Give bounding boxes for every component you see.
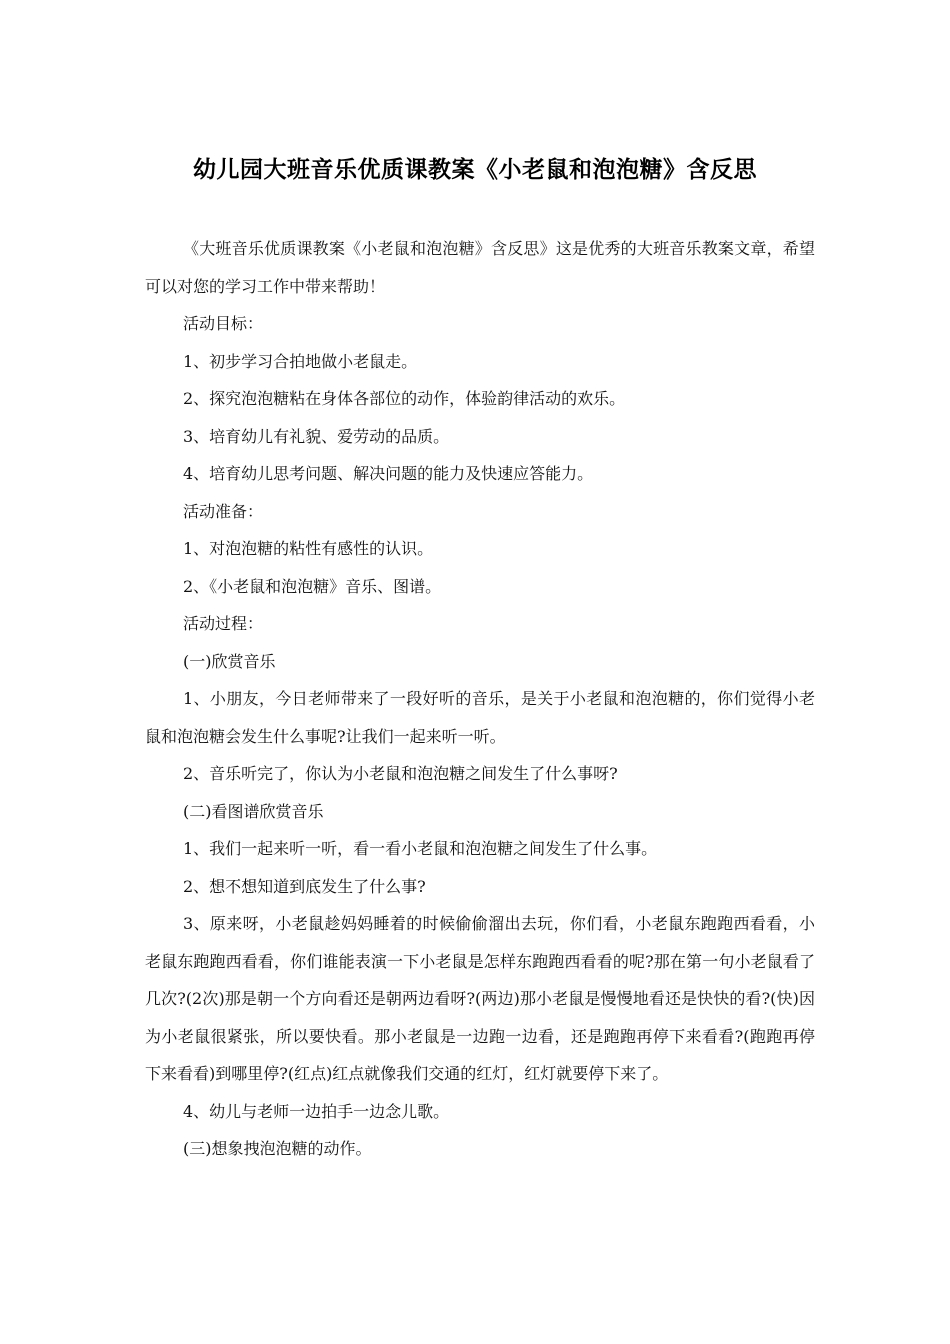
subsection-heading: (一)欣赏音乐 bbox=[183, 651, 276, 671]
process-item: 2、想不想知道到底发生了什么事? bbox=[183, 876, 426, 896]
process-item: 1、小朋友，今日老师带来了一段好听的音乐，是关于小老鼠和泡泡糖的，你们觉得小老鼠和泡泡糖会发生什么事呢?让我们一起来听一听。 bbox=[145, 689, 815, 746]
goal-item: 1、初步学习合拍地做小老鼠走。 bbox=[183, 351, 418, 371]
preparation-item: 2、《小老鼠和泡泡糖》音乐、图谱。 bbox=[183, 576, 442, 596]
document-body bbox=[145, 230, 815, 1168]
goal-item: 2、探究泡泡糖粘在身体各部位的动作，体验韵律活动的欢乐。 bbox=[183, 389, 626, 408]
goal-item: 3、培育幼儿有礼貌、爱劳动的品质。 bbox=[183, 426, 450, 446]
document-title: 幼儿园大班音乐优质课教案《小老鼠和泡泡糖》含反思 bbox=[193, 157, 757, 183]
process-item: 2、音乐听完了，你认为小老鼠和泡泡糖之间发生了什么事呀? bbox=[183, 764, 618, 783]
process-item: 1、我们一起来听一听，看一看小老鼠和泡泡糖之间发生了什么事。 bbox=[183, 839, 658, 858]
preparation-item: 1、对泡泡糖的粘性有感性的认识。 bbox=[183, 539, 434, 558]
subsection-heading: (二)看图谱欣赏音乐 bbox=[183, 801, 324, 821]
section-heading-goals: 活动目标： bbox=[183, 314, 264, 333]
intro-paragraph: 《大班音乐优质课教案《小老鼠和泡泡糖》含反思》这是优秀的大班音乐教案文章，希望可以对您的学习工作中带来帮助！ bbox=[145, 239, 815, 296]
goal-item: 4、培育幼儿思考问题、解决问题的能力及快速应答能力。 bbox=[183, 464, 594, 483]
subsection-heading: (三)想象拽泡泡糖的动作。 bbox=[183, 1139, 372, 1158]
process-item: 4、幼儿与老师一边拍手一边念儿歌。 bbox=[183, 1101, 450, 1121]
section-heading-process: 活动过程： bbox=[183, 614, 264, 633]
process-item: 3、原来呀，小老鼠趁妈妈睡着的时候偷偷溜出去玩，你们看，小老鼠东跑跑西看看，小老鼠东跑跑西看看，你们谁能表演一下小老鼠是怎样东跑跑西看看的呢?那在第一句小老鼠看了几次?(2次)那是朝一个方向看还是朝两边看呀?(两边)那小老鼠是慢慢地看还是快快的看?(快)因为小老鼠很紧张，所以要快看。那小老鼠是一边跑一边看，还是跑跑再停下来看看?(跑跑再停下来看看)到哪里停?(红点)红点就像我们交通的红灯，红灯就要停下来了。 bbox=[145, 914, 815, 1083]
section-heading-preparation: 活动准备： bbox=[183, 501, 264, 521]
